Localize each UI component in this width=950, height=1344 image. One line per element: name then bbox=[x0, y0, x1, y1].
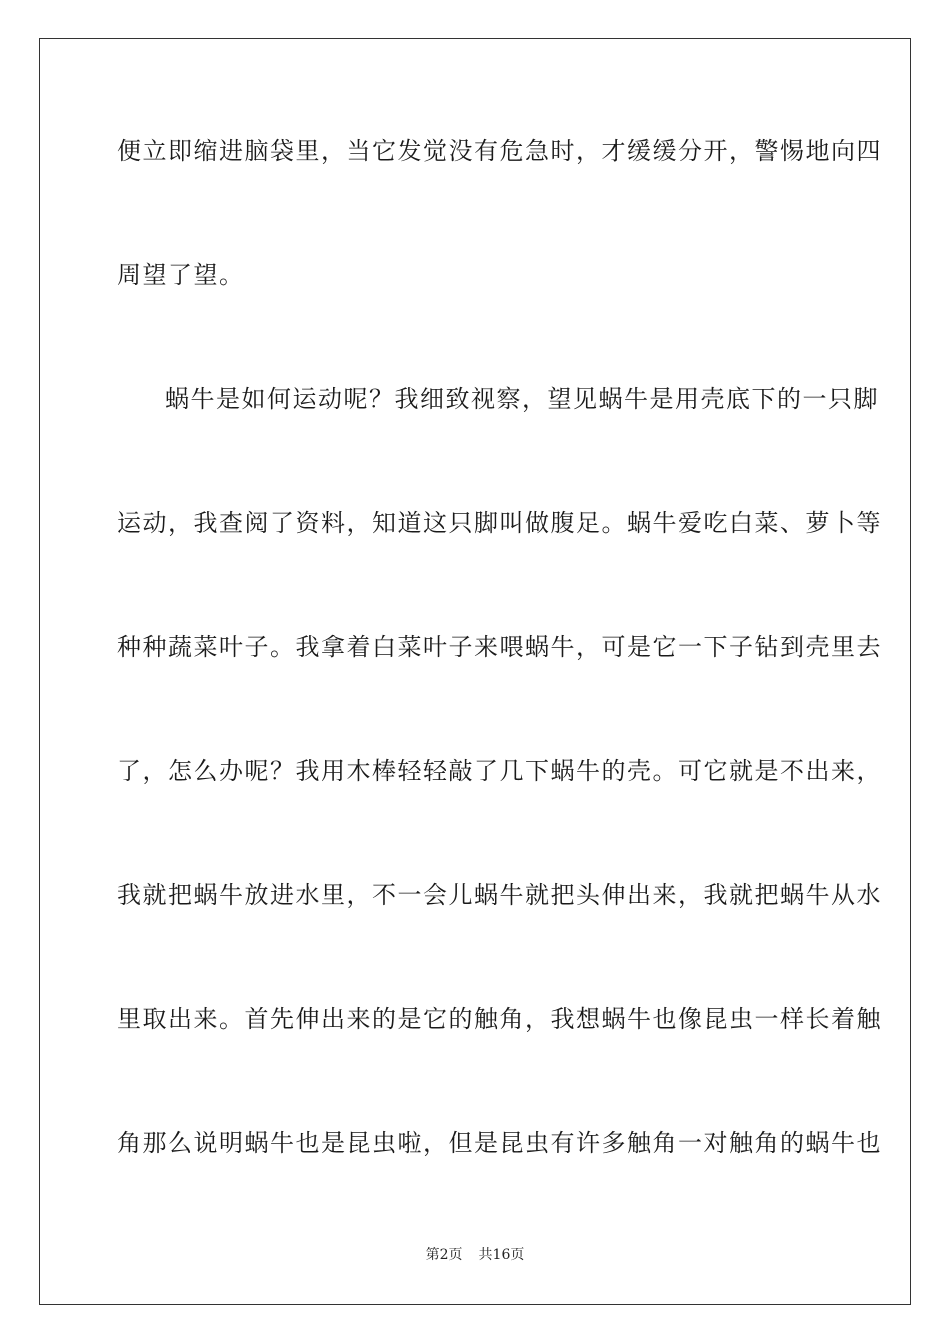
text-line-6: 了，怎么办呢？我用木棒轻轻敲了几下蜗牛的壳。可它就是不出来， bbox=[117, 757, 882, 785]
text-line-3: 蜗牛是如何运动呢？我细致视察，望见蜗牛是用壳底下的一只脚 bbox=[165, 385, 879, 413]
text-line-2: 周望了望。 bbox=[117, 261, 245, 289]
text-line-4: 运动，我查阅了资料，知道这只脚叫做腹足。蜗牛爱吃白菜、萝卜等 bbox=[117, 509, 882, 537]
text-line-9: 角那么说明蜗牛也是昆虫啦，但是昆虫有许多触角一对触角的蜗牛也 bbox=[117, 1129, 882, 1157]
page-number: 第2页 bbox=[425, 1247, 463, 1263]
page-border bbox=[39, 38, 911, 1305]
text-line-8: 里取出来。首先伸出来的是它的触角，我想蜗牛也像昆虫一样长着触 bbox=[117, 1005, 882, 1033]
text-line-1: 便立即缩进脑袋里，当它发觉没有危急时，才缓缓分开，警惕地向四 bbox=[117, 137, 882, 165]
text-line-7: 我就把蜗牛放进水里，不一会儿蜗牛就把头伸出来，我就把蜗牛从水 bbox=[117, 881, 882, 909]
page-footer bbox=[0, 1245, 950, 1265]
text-line-5: 种种蔬菜叶子。我拿着白菜叶子来喂蜗牛，可是它一下子钻到壳里去 bbox=[117, 633, 882, 661]
page-total: 共16页 bbox=[478, 1247, 525, 1263]
